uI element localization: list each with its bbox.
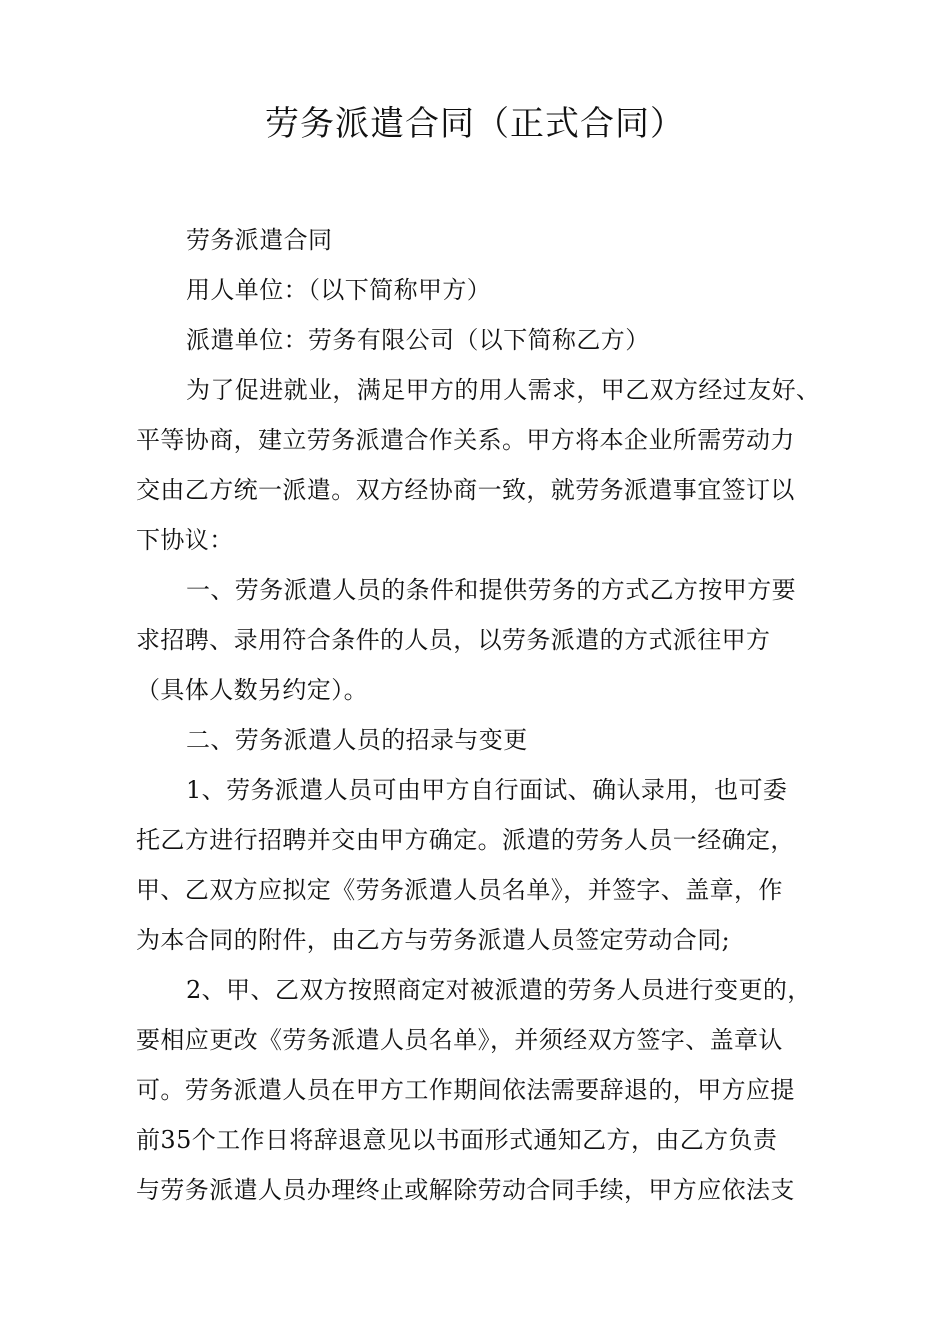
clause-2-1-line-3: 甲、乙双方应拟定《劳务派遣人员名单》，并签字、盖章，作: [136, 876, 783, 904]
intro-line-4: 下协议：: [136, 526, 234, 554]
clause-2-1-line-4: 为本合同的附件，由乙方与劳务派遣人员签定劳动合同;: [136, 926, 731, 954]
document-title: 劳务派遣合同（正式合同）: [265, 104, 685, 144]
intro-line-2: 平等协商，建立劳务派遣合作关系。甲方将本企业所需劳动力: [136, 426, 795, 454]
intro-line-3: 交由乙方统一派遣。双方经协商一致，就劳务派遣事宜签订以: [136, 476, 795, 504]
clause-2-2-line-5: 与劳务派遣人员办理终止或解除劳动合同手续，甲方应依法支: [136, 1176, 795, 1204]
employer-line: 用人单位：（以下简称甲方）: [186, 276, 492, 304]
clause-2-2-line-3: 可。劳务派遣人员在甲方工作期间依法需要辞退的，甲方应提: [136, 1076, 795, 1104]
contract-heading: 劳务派遣合同: [186, 226, 333, 254]
clause-2-1-line-2: 托乙方进行招聘并交由甲方确定。派遣的劳务人员一经确定，: [136, 826, 795, 854]
clause-2-1-line-1: 1、劳务派遣人员可由甲方自行面试、确认录用，也可委: [186, 776, 788, 804]
intro-line-1: 为了促进就业，满足甲方的用人需求，甲乙双方经过友好、: [186, 376, 821, 404]
section-1-line-2: 求招聘、录用符合条件的人员，以劳务派遣的方式派往甲方: [136, 626, 771, 654]
dispatcher-line: 派遣单位：劳务有限公司（以下简称乙方）: [186, 326, 650, 354]
clause-2-2-line-1: 2、甲、乙双方按照商定对被派遣的劳务人员进行变更的，: [186, 976, 812, 1004]
section-1-line-1: 一、劳务派遣人员的条件和提供劳务的方式乙方按甲方要: [186, 576, 796, 604]
clause-2-2-line-2: 要相应更改《劳务派遣人员名单》，并须经双方签字、盖章认: [136, 1026, 783, 1054]
clause-2-2-line-4: 前35个工作日将辞退意见以书面形式通知乙方，由乙方负责: [136, 1126, 778, 1154]
section-2-heading: 二、劳务派遣人员的招录与变更: [186, 726, 528, 754]
section-1-line-3: （具体人数另约定）。: [136, 676, 368, 704]
